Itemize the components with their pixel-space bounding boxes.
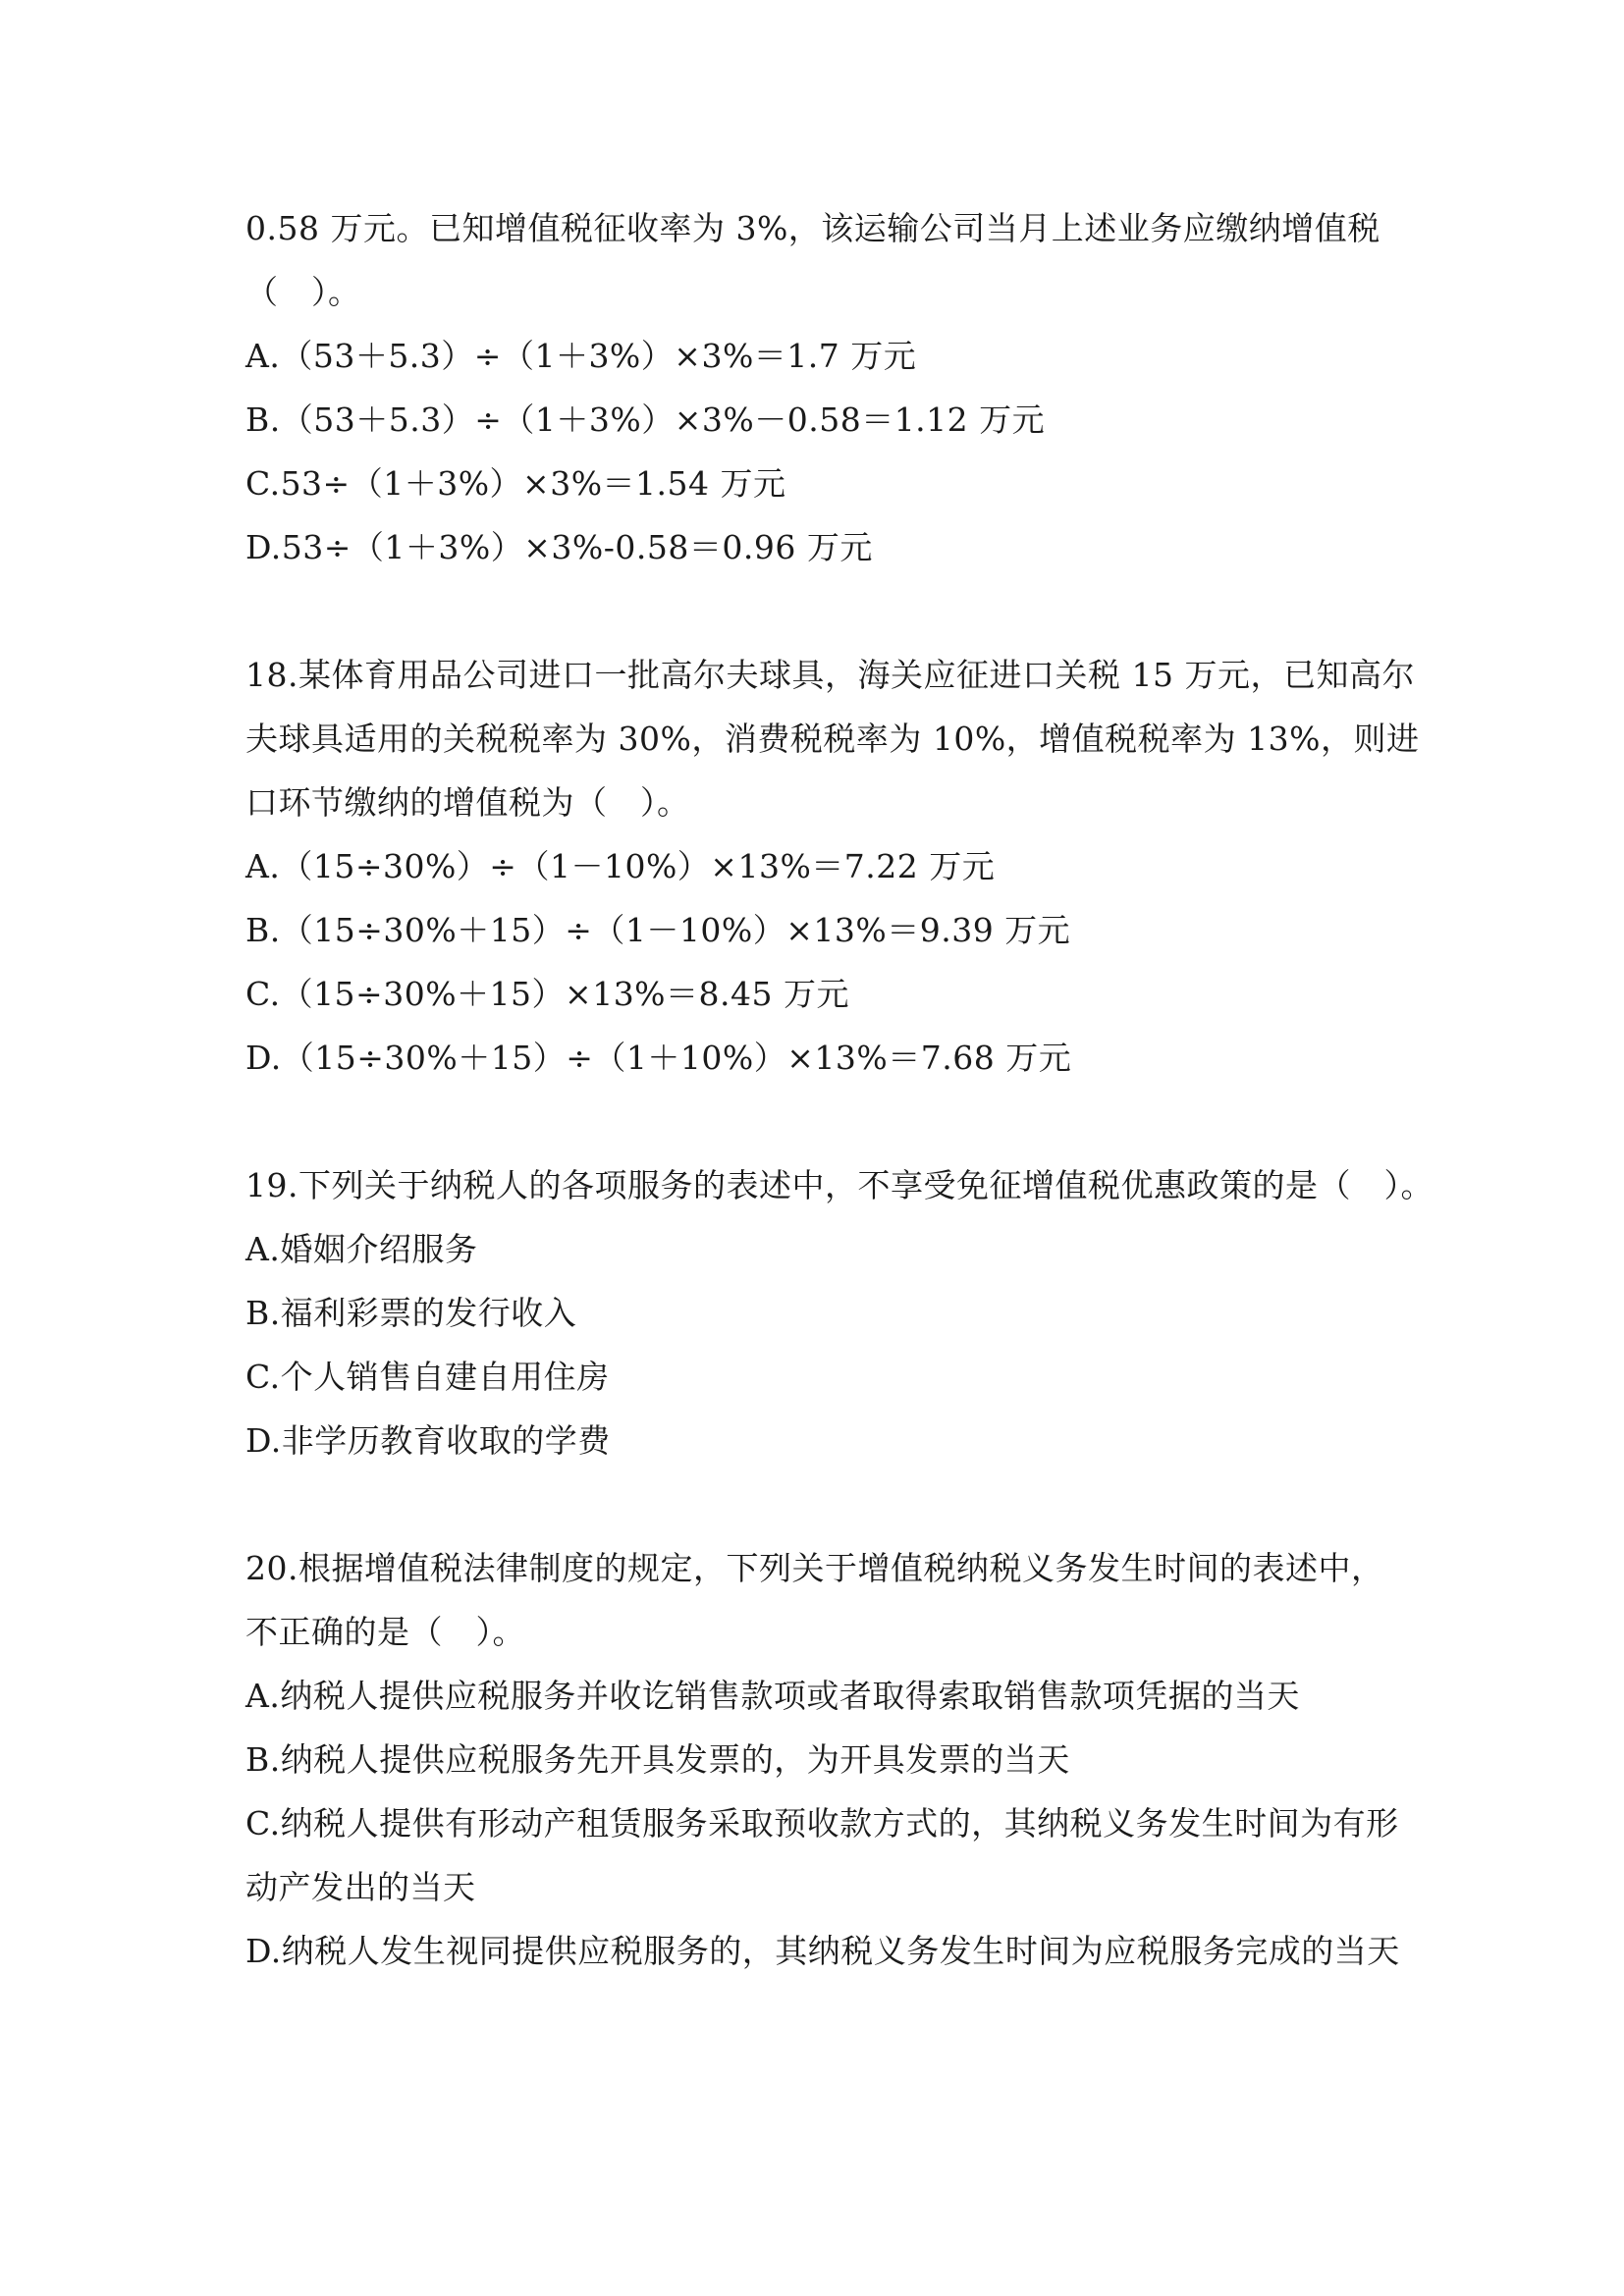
- question-19: [245, 1153, 1434, 1472]
- option-a: A.（53＋5.3）÷（1＋3%）×3%＝1.7 万元: [245, 337, 917, 375]
- option-d: D.非学历教育收取的学费: [245, 1421, 611, 1460]
- option-d: D.纳税人发生视同提供应税服务的，其纳税义务发生时间为应税服务完成的当天: [245, 1932, 1400, 1970]
- option-c: C.（15÷30%＋15）×13%＝8.45 万元: [245, 975, 850, 1013]
- option-a: A.（15÷30%）÷（1－10%）×13%＝7.22 万元: [245, 847, 996, 885]
- option-a: A.婚姻介绍服务: [245, 1230, 478, 1268]
- option-b: B.（53＋5.3）÷（1＋3%）×3%－0.58＝1.12 万元: [245, 400, 1046, 439]
- option-b: B.福利彩票的发行收入: [245, 1294, 577, 1332]
- option-b: B.（15÷30%＋15）÷（1－10%）×13%＝9.39 万元: [245, 911, 1071, 949]
- question-stem-line: 不正确的是（ ）。: [245, 1613, 525, 1651]
- question-stem-line: 19.下列关于纳税人的各项服务的表述中，不享受免征增值税优惠政策的是（ ）。: [245, 1166, 1434, 1204]
- question-stem-line: 夫球具适用的关税税率为 30%，消费税税率为 10%，增值税税率为 13%，则进: [245, 720, 1420, 758]
- option-a: A.纳税人提供应税服务并收讫销售款项或者取得索取销售款项凭据的当天: [245, 1677, 1300, 1715]
- question-stem-line: 18.某体育用品公司进口一批高尔夫球具，海关应征进口关税 15 万元，已知高尔: [245, 656, 1415, 694]
- question-17-continued: [245, 196, 1384, 579]
- option-d: D.（15÷30%＋15）÷（1＋10%）×13%＝7.68 万元: [245, 1039, 1072, 1077]
- question-20: [245, 1536, 1400, 1983]
- question-stem-line: 20.根据增值税法律制度的规定，下列关于增值税纳税义务发生时间的表述中，: [245, 1549, 1384, 1587]
- option-c: C.个人销售自建自用住房: [245, 1358, 610, 1396]
- option-c: C.纳税人提供有形动产租赁服务采取预收款方式的，其纳税义务发生时间为有形: [245, 1804, 1399, 1842]
- question-stem-line: 0.58 万元。已知增值税征收率为 3%，该运输公司当月上述业务应缴纳增值税: [245, 209, 1380, 247]
- option-c: C.53÷（1＋3%）×3%＝1.54 万元: [245, 464, 786, 503]
- option-b: B.纳税人提供应税服务先开具发票的，为开具发票的当天: [245, 1740, 1070, 1779]
- document-page: [245, 196, 1434, 2047]
- option-d: D.53÷（1＋3%）×3%-0.58＝0.96 万元: [245, 528, 873, 566]
- question-stem-line: 口环节缴纳的增值税为（ ）。: [245, 783, 690, 822]
- option-c-continued: 动产发出的当天: [245, 1868, 476, 1906]
- question-stem-line: （ ）。: [245, 273, 361, 311]
- question-18: [245, 643, 1420, 1090]
